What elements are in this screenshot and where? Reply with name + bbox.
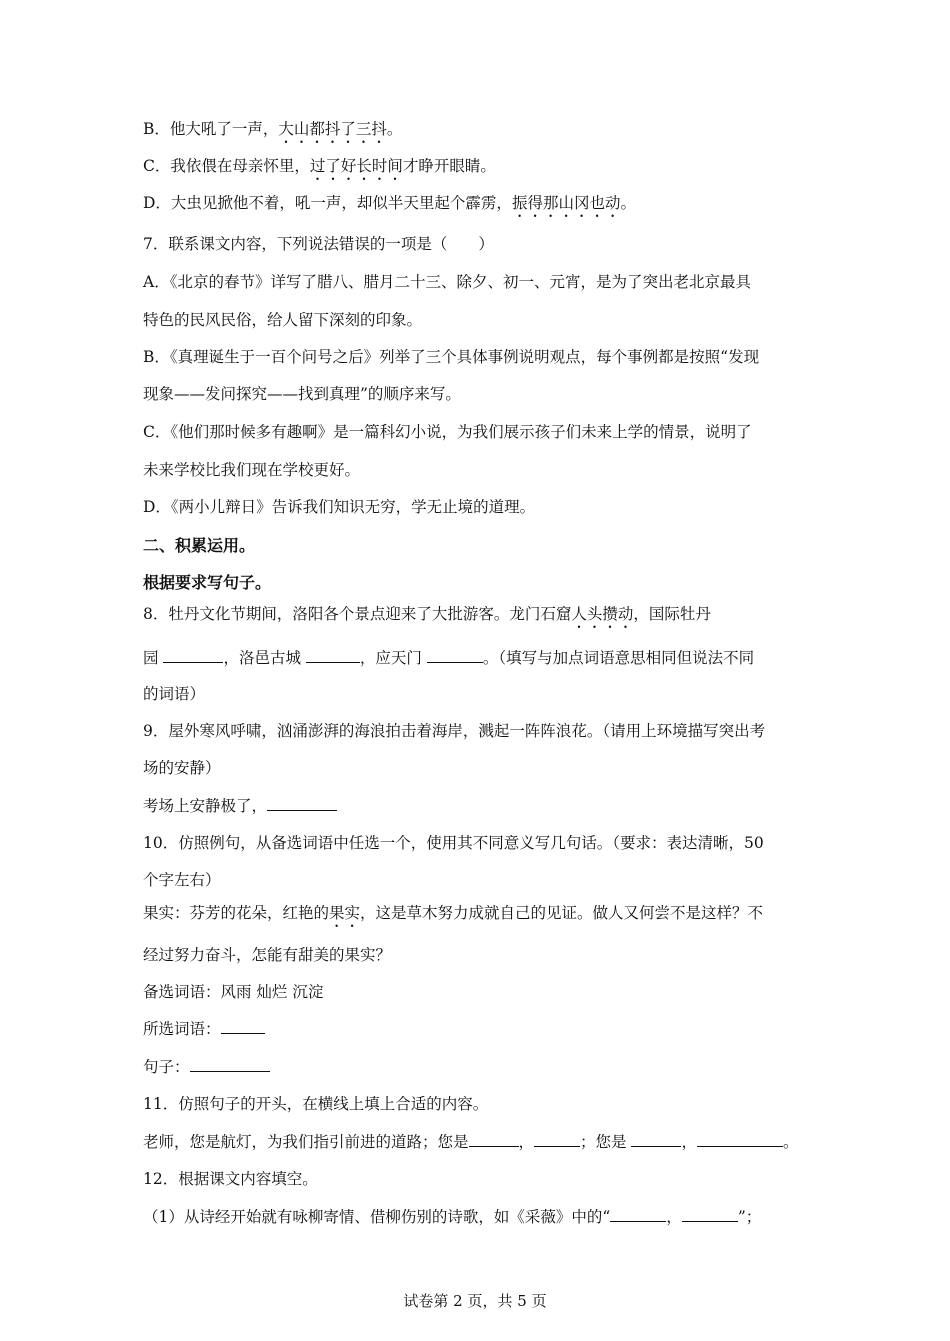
q6-option-d: D．大虫见掀他不着，吼一声，却似半天里起个霹雳，振得那山冈也动。 xyxy=(143,194,636,212)
q7-option-d: D．《两小儿辩日》告诉我们知识无穷，学无止境的道理。 xyxy=(143,498,536,516)
answer-blank[interactable] xyxy=(163,648,223,663)
emphasis-dotted-text: 果实 xyxy=(329,904,361,922)
q9-line-3: 考场上安静极了， xyxy=(143,795,337,817)
emphasis-dotted-text: 振得那山冈也动 xyxy=(511,194,621,212)
answer-blank[interactable] xyxy=(534,1132,580,1147)
q11-stem: 11．仿照句子的开头，在横线上填上合适的内容。 xyxy=(143,1095,489,1113)
q10-chosen-word: 所选词语： xyxy=(143,1018,265,1040)
q10-line-1: 10．仿照例句，从备选词语中任选一个，使用其不同意义写几句话。（要求：表达清晰，50 xyxy=(143,834,764,852)
q8-line-2: 园 ，洛邑古城 ，应天门 。（填写与加点词语意思相同但说法不同 xyxy=(143,649,755,667)
section-subtitle: 根据要求写句子。 xyxy=(143,573,272,592)
q10-sentence: 句子： xyxy=(143,1056,270,1078)
q7-option-c: C．《他们那时候多有趣啊》是一篇科幻小说，为我们展示孩子们未来上学的情景，说明了 xyxy=(143,423,752,441)
answer-blank[interactable] xyxy=(221,1019,265,1034)
answer-blank[interactable] xyxy=(469,1132,519,1147)
q7-option-a-cont: 特色的民风民俗，给人留下深刻的印象。 xyxy=(143,311,423,329)
answer-blank[interactable] xyxy=(306,648,360,663)
q10-example: 果实：芬芳的花朵，红艳的果实，这是草木努力成就自己的见证。做人又何尝不是这样？不 xyxy=(143,904,764,922)
answer-blank[interactable] xyxy=(631,1132,681,1147)
answer-blank[interactable] xyxy=(682,1207,738,1222)
q7-option-a: A．《北京的春节》详写了腊八、腊月二十三、除夕、初一、元宵，是为了突出老北京最具 xyxy=(143,273,751,291)
q8-line-3: 的词语） xyxy=(143,685,206,703)
answer-blank[interactable] xyxy=(427,648,483,663)
q7-option-b: B．《真理诞生于一百个问号之后》列举了三个具体事例说明观点，每个事例都是按照“发现 xyxy=(143,348,760,366)
q12-part-1: （1）从诗经开始就有咏柳寄情、借柳伤别的诗歌，如《采薇》中的“ ， ”； xyxy=(143,1208,762,1226)
answer-blank[interactable] xyxy=(190,1057,270,1072)
answer-blank[interactable] xyxy=(697,1132,783,1147)
q7-stem: 7．联系课文内容，下列说法错误的一项是（ ） xyxy=(143,235,494,253)
page-footer: 试卷第 2 页，共 5 页 xyxy=(403,1292,547,1310)
q7-option-c-cont: 未来学校比我们现在学校更好。 xyxy=(143,461,361,479)
q12-stem: 12．根据课文内容填空。 xyxy=(143,1170,318,1188)
emphasis-dotted-text: 人头攒动 xyxy=(571,605,634,623)
q6-option-c: C．我依偎在母亲怀里，过了好长时间才睁开眼睛。 xyxy=(143,157,496,175)
emphasis-dotted-text: 过了好长时间 xyxy=(309,157,403,175)
section-title: 二、积累运用。 xyxy=(143,536,256,555)
q11-sentence: 老师，您是航灯，为我们指引前进的道路；您是 ， ；您是 ， 。 xyxy=(143,1133,799,1151)
q7-option-b-cont: 现象——发问探究——找到真理”的顺序来写。 xyxy=(143,385,461,403)
q10-example-cont: 经过努力奋斗，怎能有甜美的果实？ xyxy=(143,946,392,964)
emphasis-dotted-text: 大山都抖了三抖 xyxy=(278,120,387,138)
q10-word-choices: 备选词语：风雨 灿烂 沉淀 xyxy=(143,983,324,1001)
q8-line-1: 8．牡丹文化节期间，洛阳各个景点迎来了大批游客。龙门石窟人头攒动，国际牡丹 xyxy=(143,605,711,623)
answer-blank[interactable] xyxy=(610,1207,666,1222)
q6-option-b: B．他大吼了一声，大山都抖了三抖。 xyxy=(143,120,403,138)
answer-blank[interactable] xyxy=(267,796,337,811)
q9-line-1: 9．屋外寒风呼啸，汹涌澎湃的海浪拍击着海岸，溅起一阵阵浪花。（请用上环境描写突出考 xyxy=(143,722,766,740)
q10-line-2: 个字左右） xyxy=(143,871,221,889)
q9-line-2: 场的安静） xyxy=(143,759,221,777)
